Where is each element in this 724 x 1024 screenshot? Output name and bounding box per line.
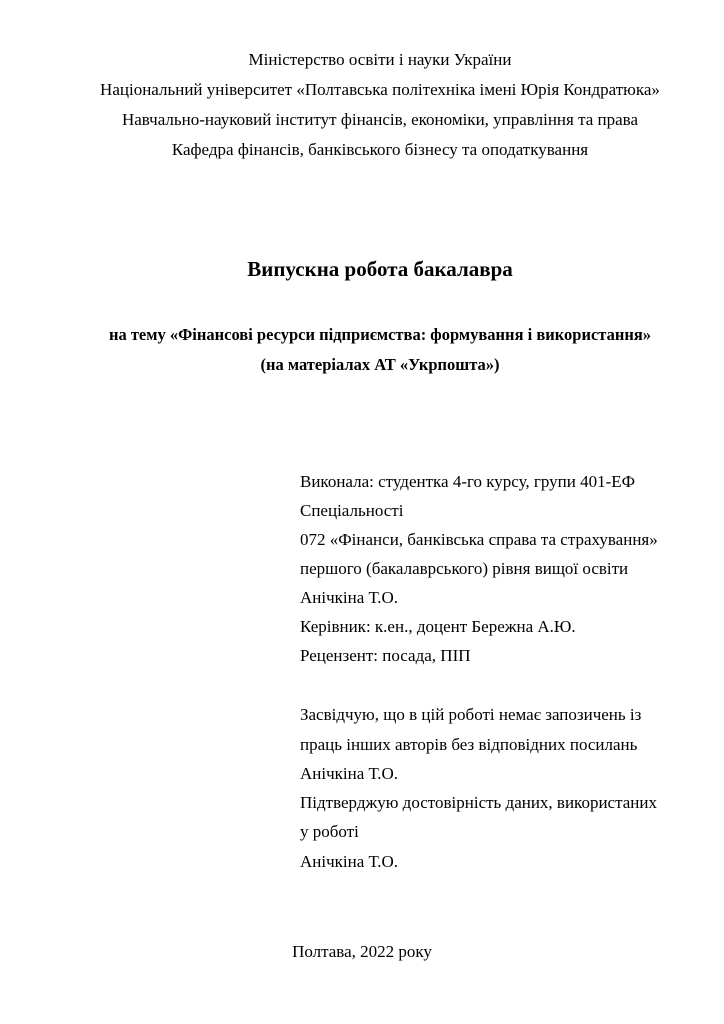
university-line: Національний університет «Полтавська політехніка імені Юрія Кондратюка»	[100, 80, 660, 99]
confirmation-line: Підтверджую достовірність даних, використаних	[300, 793, 657, 812]
confirmation-line: у роботі	[300, 822, 359, 841]
declaration-line: Засвідчую, що в цій роботі немає запозичень із	[300, 705, 642, 724]
institute-line: Навчально-науковий інститут фінансів, економіки, управління та права	[121, 110, 639, 129]
specialty-name: 072 «Фінанси, банківська справа та страхування»	[300, 530, 658, 549]
confirmation-signature: Анічкіна Т.О.	[300, 852, 398, 871]
declaration-signature: Анічкіна Т.О.	[300, 764, 398, 783]
document-title: Випускна робота бакалавра	[247, 257, 513, 281]
place-year: Полтава, 2022 року	[292, 942, 432, 961]
topic-line: на тему «Фінансові ресурси підприємства: формування і використання»	[108, 325, 652, 344]
ministry-line: Міністерство освіти і науки України	[248, 50, 512, 69]
author-line: Виконала: студентка 4-го курсу, групи 401-ЕФ	[300, 472, 636, 491]
author-name: Анічкіна Т.О.	[300, 588, 398, 607]
specialty-label: Спеціальності	[300, 501, 404, 520]
declaration-line: праць інших авторів без відповідних посилань	[300, 735, 638, 754]
supervisor-line: Керівник: к.ен., доцент Бережна А.Ю.	[300, 617, 576, 636]
reviewer-line: Рецензент: посада, ПІП	[300, 646, 471, 665]
department-line: Кафедра фінансів, банківського бізнесу та оподаткування	[171, 140, 589, 159]
education-level: першого (бакалаврського) рівня вищої освіти	[300, 559, 629, 578]
topic-materials-line: (на матеріалах АТ «Укрпошта»)	[260, 355, 500, 374]
